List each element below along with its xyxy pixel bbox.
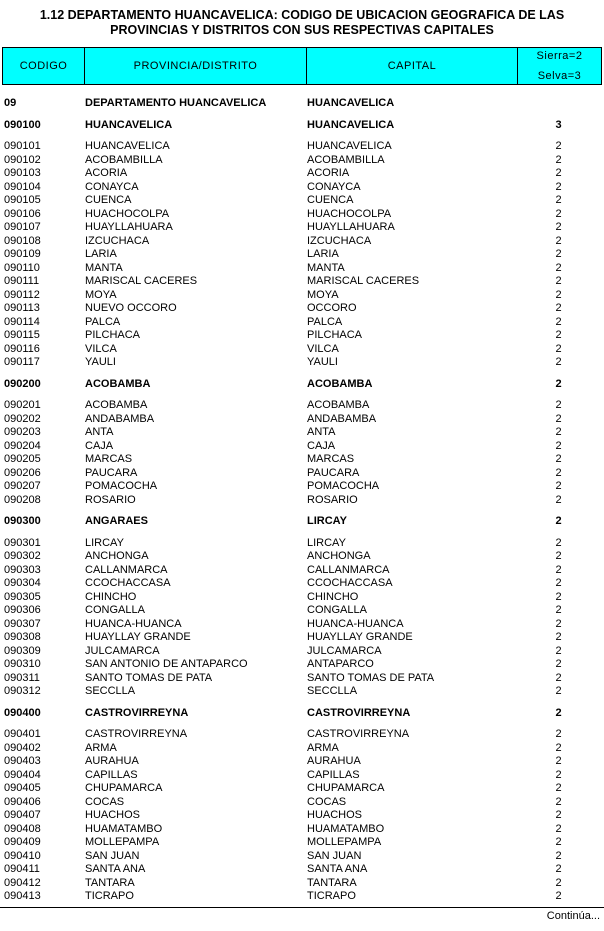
province-district-cell: PALCA (85, 315, 121, 328)
capital-cell: LARIA (307, 248, 339, 260)
code-cell: 090411 (4, 863, 40, 875)
capital-cell: LIRCAY (307, 515, 347, 527)
region-cell: 2 (555, 822, 562, 835)
province-district-cell: MOLLEPAMPA (85, 836, 160, 848)
capital-cell: HUAYLLAY GRANDE (307, 631, 413, 643)
region-cell: 2 (555, 275, 562, 287)
region-cell: 2 (555, 836, 562, 848)
header-cell-codigo: CODIGO (3, 48, 85, 84)
district-row (0, 577, 604, 591)
district-row (0, 453, 604, 467)
province-district-cell: CASTROVIRREYNA (85, 706, 189, 719)
region-cell: 2 (555, 795, 562, 808)
code-cell: 090306 (4, 604, 41, 616)
code-cell: 090405 (4, 782, 41, 794)
code-cell: 090203 (4, 426, 41, 438)
district-row (0, 289, 604, 303)
code-cell: 090312 (4, 685, 41, 697)
code-cell: 090305 (4, 590, 41, 603)
district-row (0, 440, 604, 454)
code-cell: 090304 (4, 577, 41, 589)
region-cell: 2 (555, 167, 562, 179)
capital-cell: ROSARIO (307, 493, 358, 506)
capital-cell: OCCORO (307, 302, 357, 314)
code-cell: 09 (4, 97, 17, 109)
region-cell: 2 (555, 515, 562, 527)
region-cell: 2 (555, 685, 562, 697)
district-row (0, 823, 604, 837)
province-district-cell: CHINCHO (85, 590, 137, 603)
capital-cell: HUACHOS (307, 809, 363, 821)
district-row (0, 494, 604, 508)
province-district-cell: CCOCHACCASA (85, 577, 171, 589)
province-district-cell: ACOBAMBA (85, 399, 148, 411)
region-cell: 2 (555, 342, 562, 355)
district-row (0, 591, 604, 605)
code-cell: 090103 (4, 167, 41, 179)
code-cell: 090104 (4, 180, 41, 193)
capital-cell: IZCUCHACA (307, 234, 372, 247)
capital-cell: HUANCA-HUANCA (307, 617, 404, 630)
province-district-cell: HUAMATAMBO (85, 822, 163, 835)
district-row (0, 235, 604, 249)
region-cell: 3 (555, 118, 562, 131)
capital-cell: VILCA (307, 342, 339, 355)
capital-cell: PILCHACA (307, 329, 363, 341)
header-cell-region-legend (518, 48, 601, 84)
region-cell: 2 (555, 671, 562, 684)
region-cell: 2 (555, 863, 562, 875)
capital-cell: CCOCHACCASA (307, 577, 393, 589)
code-cell: 090108 (4, 234, 41, 247)
capital-cell: ACORIA (307, 167, 350, 179)
code-cell: 090410 (4, 849, 41, 862)
region-cell: 2 (555, 207, 562, 220)
district-row (0, 426, 604, 440)
district-row (0, 631, 604, 645)
province-district-cell: TANTARA (85, 876, 135, 889)
region-cell: 2 (555, 768, 562, 781)
region-cell: 2 (555, 453, 562, 465)
district-row (0, 275, 604, 289)
district-row (0, 728, 604, 742)
page-title-line1: 1.12 DEPARTAMENTO HUANCAVELICA: CODIGO DE UBICACION GEOGRAFICA DE LAS (39, 8, 565, 22)
province-district-cell: POMACOCHA (85, 480, 158, 492)
province-district-cell: AURAHUA (85, 755, 139, 767)
province-district-cell: MARISCAL CACERES (85, 275, 198, 287)
province-district-cell: SANTA ANA (85, 863, 146, 875)
district-row (0, 836, 604, 850)
district-row (0, 302, 604, 316)
region-cell: 2 (555, 577, 562, 589)
capital-cell: CONAYCA (307, 180, 361, 193)
district-row (0, 618, 604, 632)
province-district-cell: HUACHOCOLPA (85, 207, 170, 220)
district-row (0, 769, 604, 783)
code-cell: 090309 (4, 644, 41, 657)
district-row (0, 742, 604, 756)
province-district-cell: LARIA (85, 248, 117, 260)
province-district-cell: MANTA (85, 261, 123, 274)
region-cell: 2 (555, 644, 562, 657)
region-legend-sierra: Sierra=2 (536, 50, 583, 62)
region-cell: 2 (555, 563, 562, 576)
province-row (0, 119, 604, 133)
code-cell: 090109 (4, 248, 41, 260)
capital-cell: CONGALLA (307, 604, 367, 616)
region-cell: 2 (555, 876, 562, 889)
district-row (0, 877, 604, 891)
province-district-cell: ANCHONGA (85, 550, 149, 562)
code-cell: 090112 (4, 288, 40, 301)
district-row (0, 356, 604, 370)
province-district-cell: SANTO TOMAS DE PATA (85, 671, 213, 684)
region-cell: 2 (555, 741, 562, 754)
region-cell: 2 (555, 439, 562, 452)
code-cell: 090106 (4, 207, 41, 220)
code-cell: 090404 (4, 768, 41, 781)
district-row (0, 329, 604, 343)
table-header (2, 47, 602, 85)
district-row (0, 181, 604, 195)
district-row (0, 140, 604, 154)
province-district-cell: ACOBAMBA (85, 377, 151, 390)
province-district-cell: DEPARTAMENTO HUANCAVELICA (85, 97, 267, 109)
district-row (0, 262, 604, 276)
district-row (0, 413, 604, 427)
capital-cell: ANTAPARCO (307, 658, 374, 670)
province-district-cell: LIRCAY (85, 536, 124, 549)
province-district-cell: CHUPAMARCA (85, 782, 163, 794)
code-cell: 090412 (4, 876, 41, 889)
capital-cell: HUACHOCOLPA (307, 207, 392, 220)
region-cell: 2 (555, 315, 562, 328)
province-district-cell: ANGARAES (85, 515, 148, 527)
district-row (0, 796, 604, 810)
capital-cell: CHUPAMARCA (307, 782, 385, 794)
capital-cell: YAULI (307, 356, 338, 368)
province-district-cell: CALLANMARCA (85, 563, 168, 576)
capital-cell: CAPILLAS (307, 768, 360, 781)
code-cell: 090402 (4, 741, 41, 754)
province-district-cell: JULCAMARCA (85, 644, 160, 657)
capital-cell: HUANCAVELICA (307, 118, 395, 131)
capital-cell: MOLLEPAMPA (307, 836, 382, 848)
region-cell: 2 (555, 377, 562, 390)
province-district-cell: ACOBAMBILLA (85, 153, 163, 166)
capital-cell: ANCHONGA (307, 550, 371, 562)
code-cell: 090406 (4, 795, 41, 808)
district-row (0, 167, 604, 181)
capital-cell: ACOBAMBILLA (307, 153, 385, 166)
bottom-divider (0, 907, 604, 908)
capital-cell: CASTROVIRREYNA (307, 728, 410, 740)
region-cell: 2 (555, 261, 562, 274)
code-cell: 090400 (4, 706, 41, 719)
capital-cell: CHINCHO (307, 590, 359, 603)
capital-cell: CASTROVIRREYNA (307, 706, 411, 719)
province-district-cell: CASTROVIRREYNA (85, 728, 188, 740)
region-cell: 2 (555, 153, 562, 166)
code-cell: 090115 (4, 329, 40, 341)
capital-cell: AURAHUA (307, 755, 361, 767)
district-row (0, 221, 604, 235)
province-district-cell: VILCA (85, 342, 117, 355)
region-legend-selva: Selva=3 (537, 70, 582, 82)
code-cell: 090311 (4, 671, 40, 684)
province-district-cell: COCAS (85, 795, 125, 808)
district-row (0, 890, 604, 904)
province-district-cell: MARCAS (85, 453, 133, 465)
province-district-cell: SAN JUAN (85, 849, 140, 862)
province-row (0, 515, 604, 529)
province-district-cell: ARMA (85, 741, 117, 754)
region-cell: 2 (555, 412, 562, 425)
province-district-cell: HUANCA-HUANCA (85, 617, 182, 630)
region-cell: 2 (555, 180, 562, 193)
table-body (0, 97, 604, 904)
region-cell: 2 (555, 604, 562, 616)
province-district-cell: TICRAPO (85, 890, 134, 902)
capital-cell: MARCAS (307, 453, 355, 465)
capital-cell: SAN JUAN (307, 849, 362, 862)
province-district-cell: ANTA (85, 426, 114, 438)
province-district-cell: CAPILLAS (85, 768, 138, 781)
province-district-cell: YAULI (85, 356, 116, 368)
province-row (0, 378, 604, 392)
code-cell: 090105 (4, 194, 41, 206)
district-row (0, 537, 604, 551)
code-cell: 090208 (4, 493, 41, 506)
capital-cell: COCAS (307, 795, 347, 808)
code-cell: 090200 (4, 377, 41, 390)
code-cell: 090110 (4, 261, 40, 274)
code-cell: 090300 (4, 515, 41, 527)
capital-cell: HUAMATAMBO (307, 822, 385, 835)
region-cell: 2 (555, 631, 562, 643)
region-cell: 2 (555, 493, 562, 506)
province-district-cell: ANDABAMBA (85, 412, 155, 425)
capital-cell: PALCA (307, 315, 343, 328)
province-district-cell: CAJA (85, 439, 114, 452)
district-row (0, 564, 604, 578)
region-cell: 2 (555, 849, 562, 862)
code-cell: 090201 (4, 399, 41, 411)
region-cell: 2 (555, 755, 562, 767)
district-row (0, 316, 604, 330)
district-row (0, 755, 604, 769)
region-cell: 2 (555, 809, 562, 821)
code-cell: 090205 (4, 453, 41, 465)
district-row (0, 399, 604, 413)
continuation-note: Continúa... (546, 909, 600, 922)
capital-cell: HUANCAVELICA (307, 140, 392, 152)
code-cell: 090408 (4, 822, 41, 835)
capital-cell: HUANCAVELICA (307, 97, 395, 109)
district-row (0, 863, 604, 877)
district-row (0, 154, 604, 168)
district-row (0, 658, 604, 672)
region-cell: 2 (555, 234, 562, 247)
capital-cell: SANTO TOMAS DE PATA (307, 671, 435, 684)
code-cell: 090409 (4, 836, 41, 848)
district-row (0, 809, 604, 823)
province-district-cell: HUANCAVELICA (85, 118, 173, 131)
region-cell: 2 (555, 590, 562, 603)
code-cell: 090116 (4, 342, 40, 355)
capital-cell: PAUCARA (307, 466, 360, 479)
capital-cell: LIRCAY (307, 536, 346, 549)
capital-cell: ANDABAMBA (307, 412, 377, 425)
department-row (0, 97, 604, 111)
capital-cell: TANTARA (307, 876, 357, 889)
region-cell: 2 (555, 782, 562, 794)
district-row (0, 672, 604, 686)
region-cell: 2 (555, 728, 562, 740)
page-title-line2: PROVINCIAS Y DISTRITOS CON SUS RESPECTIVAS CAPITALES (110, 23, 494, 37)
code-cell: 090111 (4, 275, 40, 287)
code-cell: 090301 (4, 536, 41, 549)
district-row (0, 550, 604, 564)
district-row (0, 782, 604, 796)
code-cell: 090413 (4, 890, 41, 902)
region-cell: 2 (555, 302, 562, 314)
region-cell: 2 (555, 248, 562, 260)
province-district-cell: HUAYLLAY GRANDE (85, 631, 191, 643)
region-cell: 2 (555, 536, 562, 549)
region-cell: 2 (555, 617, 562, 630)
province-district-cell: CONAYCA (85, 180, 139, 193)
code-cell: 090310 (4, 658, 41, 670)
code-cell: 090102 (4, 153, 41, 166)
page-title (0, 0, 604, 38)
code-cell: 090308 (4, 631, 41, 643)
code-cell: 090204 (4, 439, 41, 452)
province-district-cell: SECCLLA (85, 685, 136, 697)
capital-cell: MARISCAL CACERES (307, 275, 420, 287)
capital-cell: ANTA (307, 426, 336, 438)
capital-cell: POMACOCHA (307, 480, 380, 492)
district-row (0, 604, 604, 618)
capital-cell: CAJA (307, 439, 336, 452)
capital-cell: CUENCA (307, 194, 354, 206)
code-cell: 090206 (4, 466, 41, 479)
code-cell: 090101 (4, 140, 41, 152)
code-cell: 090207 (4, 480, 41, 492)
code-cell: 090117 (4, 356, 40, 368)
region-cell: 2 (555, 194, 562, 206)
province-district-cell: ROSARIO (85, 493, 136, 506)
capital-cell: ARMA (307, 741, 339, 754)
header-cell-provincia-distrito: PROVINCIA/DISTRITO (85, 48, 307, 84)
code-cell: 090114 (4, 315, 40, 328)
province-district-cell: CONGALLA (85, 604, 145, 616)
province-district-cell: ACORIA (85, 167, 128, 179)
capital-cell: HUAYLLAHUARA (307, 221, 395, 233)
code-cell: 090401 (4, 728, 41, 740)
capital-cell: SANTA ANA (307, 863, 368, 875)
district-row (0, 645, 604, 659)
region-cell: 2 (555, 890, 562, 902)
province-district-cell: PAUCARA (85, 466, 138, 479)
region-cell: 2 (555, 426, 562, 438)
region-cell: 2 (555, 658, 562, 670)
region-cell: 2 (555, 480, 562, 492)
code-cell: 090403 (4, 755, 41, 767)
district-row (0, 467, 604, 481)
district-row (0, 480, 604, 494)
province-district-cell: HUANCAVELICA (85, 140, 170, 152)
district-row (0, 208, 604, 222)
code-cell: 090302 (4, 550, 41, 562)
code-cell: 090202 (4, 412, 41, 425)
code-cell: 090100 (4, 118, 41, 131)
capital-cell: MANTA (307, 261, 345, 274)
province-row (0, 707, 604, 721)
province-district-cell: PILCHACA (85, 329, 141, 341)
province-district-cell: SAN ANTONIO DE ANTAPARCO (85, 658, 248, 670)
region-cell: 2 (555, 356, 562, 368)
region-cell: 2 (555, 288, 562, 301)
capital-cell: TICRAPO (307, 890, 356, 902)
region-cell: 2 (555, 221, 562, 233)
district-row (0, 248, 604, 262)
capital-cell: MOYA (307, 288, 339, 301)
region-cell (517, 97, 600, 111)
capital-cell: JULCAMARCA (307, 644, 382, 657)
province-district-cell: MOYA (85, 288, 117, 301)
region-cell: 2 (555, 706, 562, 719)
district-row (0, 194, 604, 208)
district-row (0, 343, 604, 357)
province-district-cell: CUENCA (85, 194, 132, 206)
region-cell: 2 (555, 140, 562, 152)
region-cell: 2 (555, 399, 562, 411)
code-cell: 090113 (4, 302, 40, 314)
code-cell: 090307 (4, 617, 41, 630)
capital-cell: ACOBAMBA (307, 377, 373, 390)
capital-cell: CALLANMARCA (307, 563, 390, 576)
code-cell: 090107 (4, 221, 41, 233)
province-district-cell: NUEVO OCCORO (85, 302, 177, 314)
header-cell-capital: CAPITAL (307, 48, 518, 84)
region-cell: 2 (555, 329, 562, 341)
province-district-cell: HUAYLLAHUARA (85, 221, 173, 233)
province-district-cell: HUACHOS (85, 809, 141, 821)
capital-cell: ACOBAMBA (307, 399, 370, 411)
code-cell: 090303 (4, 563, 41, 576)
region-cell: 2 (555, 466, 562, 479)
district-row (0, 685, 604, 699)
code-cell: 090407 (4, 809, 41, 821)
region-cell: 2 (555, 550, 562, 562)
district-row (0, 850, 604, 864)
province-district-cell: IZCUCHACA (85, 234, 150, 247)
capital-cell: SECCLLA (307, 685, 358, 697)
